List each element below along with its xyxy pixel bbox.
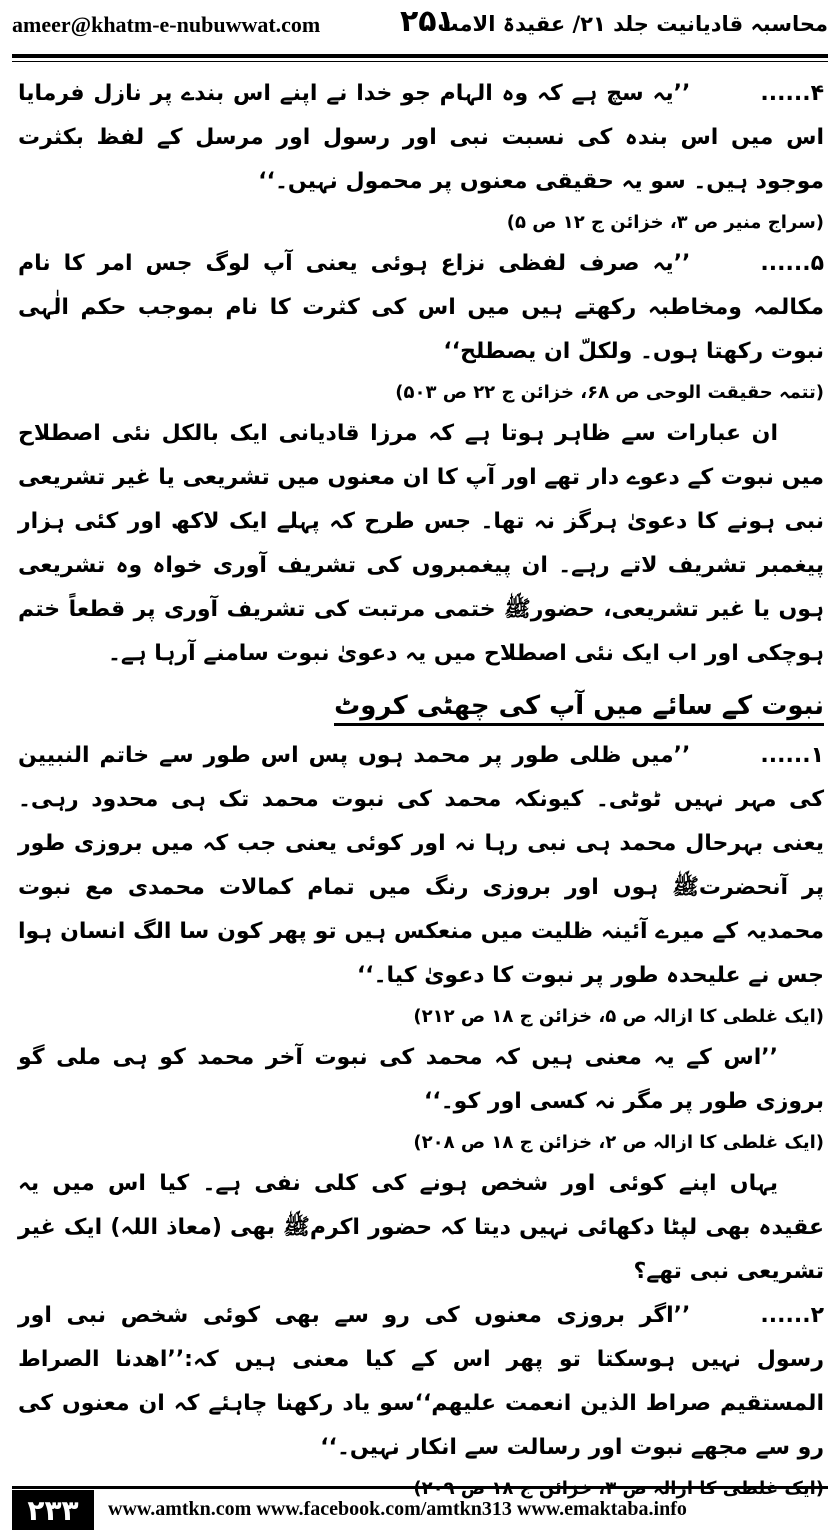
footer-rule [12, 1486, 828, 1489]
quote-text: ’’میں ظلی طور پر محمد ہوں پس اس طور سے خاتم النبیین کی مہر نہیں ٹوٹی۔ کیونکہ محمد کی نبوت محمد تک ہی محدود رہی۔ یعنی بہرحال محمد ہی نبی رہا نہ اور کوئی یعنی جب کہ میں بروزی طور پر آنحضرتﷺ ہوں اور بروزی رنگ میں تمام کمالات محمدی مع نبوت محمدیہ کے میرے آئینہ ظلیت میں منعکس ہیں تو پھر کون سا الگ انسان ہوا جس نے علیحدہ طور پر نبوت کا دعویٰ کیا۔‘‘ [18, 743, 824, 988]
header-page-number: ۲۵۱ [400, 4, 455, 39]
quote-text: ’’یہ سچ ہے کہ وہ الہام جو خدا نے اپنے اس بندے پر نازل فرمایا اس میں اس بندہ کی نسبت نبی اور رسول اور مرسل کے لفظ بکثرت موجود ہیں۔ سو یہ حقیقی معنوں پر محمول نہیں۔‘‘ [18, 81, 824, 194]
reference-citation: (ایک غلطی کا ازالہ ص ۳، خزائن ج ۱۸ ص ۲۰۹) [413, 1478, 824, 1499]
reference-citation: (سراج منیر ص ۳، خزائن ج ۱۲ ص ۵) [506, 212, 824, 233]
header-rule-thick [12, 54, 828, 58]
footer-links[interactable]: www.amtkn.com www.facebook.com/amtkn313 www.emaktaba.info [108, 1498, 687, 1520]
quote-paragraph-2 [18, 1294, 824, 1470]
quote-paragraph: ’’اس کے یہ معنی ہیں کہ محمد کی نبوت آخر محمد کو ہی ملی گو بروزی طور پر مگر نہ کسی اور کو۔‘‘ [18, 1045, 824, 1114]
quote-paragraph-4 [18, 72, 824, 204]
header-rule-thin [12, 61, 828, 62]
reference-citation: (تتمہ حقیقت الوحی ص ۶۸، خزائن ج ۲۲ ص ۵۰۳) [395, 382, 824, 403]
item-number: ۵...... [760, 251, 824, 276]
quote-text: ’’یہ صرف لفظی نزاع ہوئی یعنی آپ لوگ جس امر کا نام مکالمہ ومخاطبہ رکھتے ہیں میں اس کی کثرت کا نام بموجب حکم الٰہی نبوت رکھتا ہوں۔ ولکلّ ان یصطلح‘‘ [18, 251, 824, 364]
item-number: ۲...... [760, 1303, 824, 1328]
page-footer [12, 1486, 828, 1532]
header-book-title: محاسبہ قادیانیت جلد ۲۱/ عقیدۃ الامت [437, 12, 828, 36]
reference-citation: (ایک غلطی کا ازالہ ص ۵، خزائن ج ۱۸ ص ۲۱۲) [413, 1006, 824, 1027]
item-number: ۱...... [760, 743, 824, 768]
page-header [12, 0, 828, 52]
quote-paragraph-5 [18, 242, 824, 374]
page-body [18, 72, 824, 1499]
commentary-paragraph: یہاں اپنے کوئی اور شخص ہونے کی کلی نفی ہے۔ کیا اس میں یہ عقیدہ بھی لپٹا دکھائی نہیں دیتا کہ حضور اکرمﷺ بھی (معاذ اللہ) ایک غیر تشریعی نبی تھے؟ [18, 1171, 824, 1284]
quote-paragraph-1 [18, 734, 824, 998]
footer-page-number: ۲۳۳ [12, 1490, 94, 1530]
quote-text: ’’اگر بروزی معنوں کی رو سے بھی کوئی شخص نبی اور رسول نہیں ہوسکتا تو پھر اس کے کیا معنی ہیں کہ:’’اھدنا الصراط المستقیم صراط الذین انعمت علیھم‘‘سو یاد رکھنا چاہئے کہ ان معنوں کی رو سے مجھے نبوت اور رسالت سے انکار نہیں۔‘‘ [18, 1303, 824, 1460]
header-email[interactable]: ameer@khatm-e-nubuwwat.com [12, 12, 321, 37]
reference-citation: (ایک غلطی کا ازالہ ص ۲، خزائن ج ۱۸ ص ۲۰۸) [413, 1132, 824, 1153]
commentary-paragraph: ان عبارات سے ظاہر ہوتا ہے کہ مرزا قادیانی ایک بالکل نئی اصطلاح میں نبوت کے دعوے دار تھے اور آپ کا ان معنوں میں تشریعی یا غیر تشریعی نبی ہونے کا دعویٰ ہرگز نہ تھا۔ جس طرح کہ پہلے ایک لاکھ اور کئی ہزار پیغمبر تشریف لاتے رہے۔ ان پیغمبروں کی تشریف آوری خواہ وہ تشریعی ہوں یا غیر تشریعی، حضورﷺ ختمی مرتبت کی تشریف آوری پر قطعاً ختم ہوچکی اور اب ایک نئی اصطلاح میں یہ دعویٰ نبوت سامنے آرہا ہے۔ [18, 421, 824, 666]
item-number: ۴...... [760, 81, 824, 106]
section-heading: نبوت کے سائے میں آپ کی چھٹی کروٹ [18, 680, 824, 732]
